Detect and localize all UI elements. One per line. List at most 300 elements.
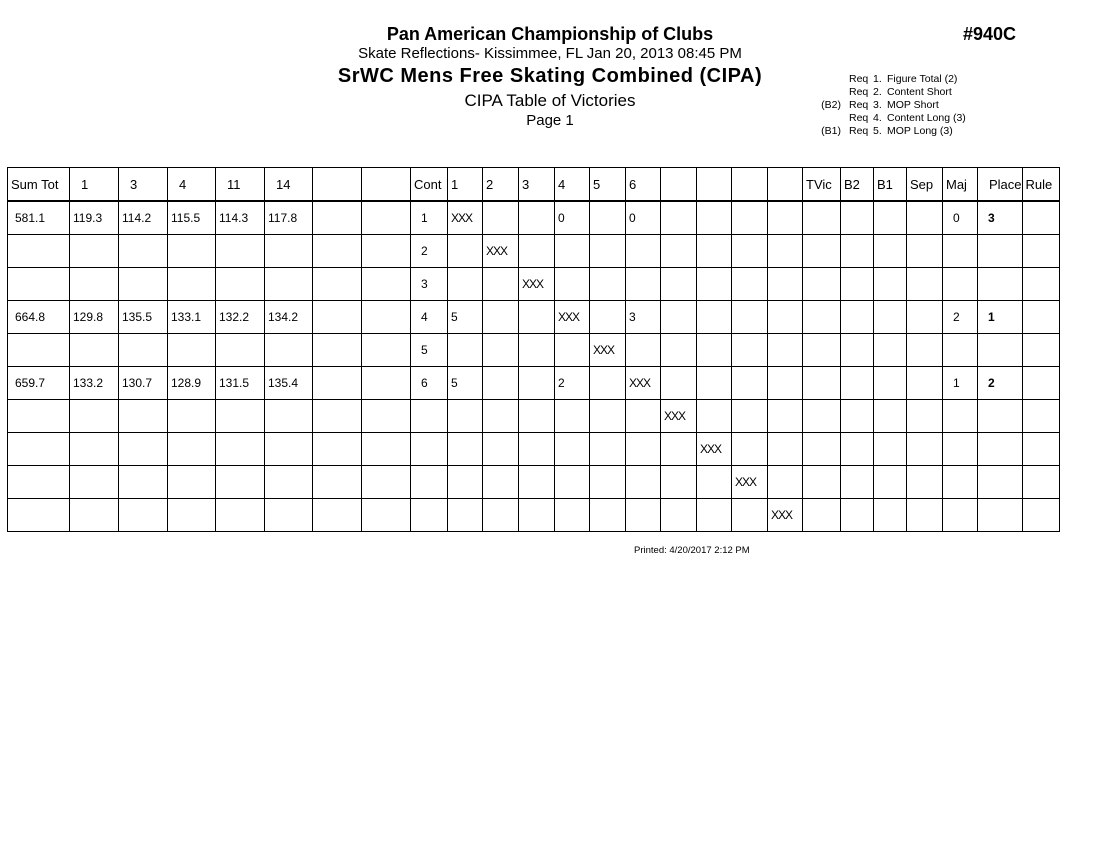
- table-cell: [519, 433, 555, 466]
- table-cell: [448, 499, 483, 532]
- table-cell: [265, 235, 313, 268]
- table-cell: [70, 235, 119, 268]
- table-cell: [590, 400, 626, 433]
- column-header: 6: [626, 168, 661, 202]
- table-cell: [1022, 301, 1059, 334]
- table-cell: 135.4: [265, 367, 313, 400]
- table-cell: 5: [448, 301, 483, 334]
- table-cell: [697, 235, 732, 268]
- table-cell: [313, 466, 362, 499]
- table-cell: XXX: [448, 201, 483, 235]
- table-cell: 664.8: [8, 301, 70, 334]
- table-cell: [978, 433, 1023, 466]
- table-cell: [907, 466, 943, 499]
- column-header: 4: [168, 168, 216, 202]
- table-cell: [626, 334, 661, 367]
- table-cell: [119, 499, 168, 532]
- table-cell: [626, 433, 661, 466]
- table-cell: 659.7: [8, 367, 70, 400]
- table-cell: 1: [978, 301, 1023, 334]
- table-cell: [978, 235, 1023, 268]
- table-row: [8, 499, 1060, 532]
- table-cell: [265, 466, 313, 499]
- table-cell: [448, 433, 483, 466]
- table-cell: [555, 466, 590, 499]
- column-header: [697, 168, 732, 202]
- column-header: 3: [119, 168, 168, 202]
- table-cell: [216, 400, 265, 433]
- table-cell: [803, 466, 841, 499]
- table-cell: [483, 367, 519, 400]
- table-cell: [8, 433, 70, 466]
- table-cell: [697, 466, 732, 499]
- table-cell: [168, 235, 216, 268]
- column-header: 3: [519, 168, 555, 202]
- table-cell: [313, 301, 362, 334]
- table-cell: [874, 466, 907, 499]
- table-cell: 2: [411, 235, 448, 268]
- table-cell: [841, 235, 874, 268]
- table-cell: [1022, 400, 1059, 433]
- table-cell: [661, 235, 697, 268]
- table-cell: [803, 334, 841, 367]
- column-header: [313, 168, 362, 202]
- table-cell: [803, 433, 841, 466]
- table-cell: [216, 334, 265, 367]
- table-cell: [1022, 235, 1059, 268]
- table-cell: [874, 301, 907, 334]
- table-cell: [8, 268, 70, 301]
- table-cell: [8, 400, 70, 433]
- table-cell: [907, 201, 943, 235]
- table-cell: [216, 499, 265, 532]
- table-cell: [265, 433, 313, 466]
- table-cell: [265, 268, 313, 301]
- table-cell: 131.5: [216, 367, 265, 400]
- table-cell: [732, 400, 768, 433]
- table-cell: [943, 268, 978, 301]
- table-cell: [768, 301, 803, 334]
- table-cell: [216, 235, 265, 268]
- table-cell: [483, 268, 519, 301]
- table-cell: [697, 499, 732, 532]
- table-cell: [943, 433, 978, 466]
- table-cell: [626, 499, 661, 532]
- table-cell: [1022, 499, 1059, 532]
- table-cell: [697, 367, 732, 400]
- table-cell: [265, 499, 313, 532]
- table-cell: XXX: [768, 499, 803, 532]
- table-cell: 1: [411, 201, 448, 235]
- table-cell: [803, 367, 841, 400]
- victories-table: [7, 167, 1060, 532]
- table-cell: [943, 400, 978, 433]
- table-cell: 130.7: [119, 367, 168, 400]
- table-row: [8, 367, 1060, 400]
- table-cell: [411, 466, 448, 499]
- table-cell: [874, 499, 907, 532]
- table-cell: [803, 400, 841, 433]
- table-cell: [411, 400, 448, 433]
- competition-title: Pan American Championship of Clubs: [386, 24, 714, 44]
- table-cell: [70, 466, 119, 499]
- table-cell: [841, 334, 874, 367]
- table-cell: [265, 334, 313, 367]
- table-cell: [483, 499, 519, 532]
- table-cell: [1022, 334, 1059, 367]
- table-cell: [519, 334, 555, 367]
- table-cell: 2: [555, 367, 590, 400]
- table-cell: [907, 367, 943, 400]
- requirement-row: Req 4. Content Long (3): [849, 112, 966, 124]
- table-cell: [168, 466, 216, 499]
- table-row: [8, 466, 1060, 499]
- table-cell: [661, 334, 697, 367]
- table-cell: [1022, 201, 1059, 235]
- event-number: #940C: [963, 24, 1017, 44]
- table-cell: [313, 400, 362, 433]
- table-cell: [841, 367, 874, 400]
- table-cell: [483, 400, 519, 433]
- table-cell: 3: [411, 268, 448, 301]
- table-cell: [483, 433, 519, 466]
- table-cell: [803, 301, 841, 334]
- table-cell: [907, 499, 943, 532]
- printed-timestamp: Printed: 4/20/2017 2:12 PM: [634, 545, 750, 556]
- table-cell: [626, 235, 661, 268]
- table-cell: 134.2: [265, 301, 313, 334]
- table-cell: [555, 499, 590, 532]
- table-cell: [590, 268, 626, 301]
- table-cell: [216, 433, 265, 466]
- table-cell: 3: [626, 301, 661, 334]
- requirement-row: (B2) Req 3. MOP Short: [821, 99, 939, 111]
- table-cell: [313, 367, 362, 400]
- table-cell: [841, 499, 874, 532]
- table-cell: 119.3: [70, 201, 119, 235]
- table-cell: 115.5: [168, 201, 216, 235]
- column-header: [362, 168, 411, 202]
- table-cell: [874, 235, 907, 268]
- table-cell: [265, 400, 313, 433]
- table-cell: [943, 334, 978, 367]
- table-cell: [70, 499, 119, 532]
- table-cell: 1: [943, 367, 978, 400]
- table-cell: [448, 268, 483, 301]
- table-cell: XXX: [626, 367, 661, 400]
- table-cell: [697, 400, 732, 433]
- table-cell: 135.5: [119, 301, 168, 334]
- table-cell: [768, 367, 803, 400]
- table-cell: [313, 433, 362, 466]
- requirements-legend: [808, 73, 966, 138]
- table-cell: [841, 268, 874, 301]
- column-header: B1: [874, 168, 907, 202]
- table-cell: 0: [555, 201, 590, 235]
- table-cell: [732, 367, 768, 400]
- column-header: Rule: [1022, 168, 1059, 202]
- table-cell: XXX: [519, 268, 555, 301]
- table-cell: [448, 334, 483, 367]
- table-cell: [841, 400, 874, 433]
- table-cell: [590, 201, 626, 235]
- table-cell: [1022, 268, 1059, 301]
- table-cell: [8, 235, 70, 268]
- table-cell: [626, 466, 661, 499]
- table-row: [8, 400, 1060, 433]
- table-cell: [119, 466, 168, 499]
- table-cell: [362, 268, 411, 301]
- table-cell: [70, 433, 119, 466]
- table-cell: 0: [626, 201, 661, 235]
- table-cell: [768, 433, 803, 466]
- table-title: CIPA Table of Victories: [464, 91, 636, 110]
- table-cell: [661, 367, 697, 400]
- table-cell: [362, 499, 411, 532]
- table-cell: 114.3: [216, 201, 265, 235]
- table-cell: [803, 235, 841, 268]
- table-cell: [803, 201, 841, 235]
- column-header: 11: [216, 168, 265, 202]
- table-cell: [907, 268, 943, 301]
- column-header: B2: [841, 168, 874, 202]
- table-cell: [907, 400, 943, 433]
- table-cell: XXX: [590, 334, 626, 367]
- table-cell: 129.8: [70, 301, 119, 334]
- table-cell: [590, 499, 626, 532]
- table-cell: [8, 499, 70, 532]
- table-cell: [1022, 466, 1059, 499]
- column-header: TVic: [803, 168, 841, 202]
- requirement-row: (B1) Req 5. MOP Long (3): [821, 125, 953, 137]
- table-cell: [119, 400, 168, 433]
- table-cell: 128.9: [168, 367, 216, 400]
- column-header: Maj: [943, 168, 978, 202]
- table-cell: [697, 334, 732, 367]
- venue-date-line: Skate Reflections- Kissimmee, FL Jan 20, 2013 08:45 PM: [358, 45, 742, 62]
- table-cell: [555, 334, 590, 367]
- table-cell: [411, 433, 448, 466]
- table-cell: 6: [411, 367, 448, 400]
- table-row: [8, 268, 1060, 301]
- table-cell: 0: [943, 201, 978, 235]
- table-cell: [313, 235, 362, 268]
- table-cell: [943, 235, 978, 268]
- table-cell: [519, 301, 555, 334]
- table-cell: [555, 268, 590, 301]
- table-cell: [590, 301, 626, 334]
- table-cell: [874, 334, 907, 367]
- table-cell: [519, 466, 555, 499]
- table-cell: [874, 201, 907, 235]
- table-cell: XXX: [483, 235, 519, 268]
- table-cell: 132.2: [216, 301, 265, 334]
- table-cell: [732, 499, 768, 532]
- table-cell: 3: [978, 201, 1023, 235]
- table-cell: 133.2: [70, 367, 119, 400]
- table-cell: [943, 466, 978, 499]
- table-cell: [907, 301, 943, 334]
- table-cell: XXX: [697, 433, 732, 466]
- column-header: [732, 168, 768, 202]
- table-cell: [362, 301, 411, 334]
- table-cell: [168, 268, 216, 301]
- table-cell: [768, 334, 803, 367]
- table-cell: [874, 268, 907, 301]
- table-cell: 133.1: [168, 301, 216, 334]
- table-cell: [978, 466, 1023, 499]
- table-cell: [768, 268, 803, 301]
- table-cell: [519, 367, 555, 400]
- table-row: [8, 334, 1060, 367]
- table-cell: [841, 466, 874, 499]
- table-cell: [768, 466, 803, 499]
- table-cell: [555, 433, 590, 466]
- column-header: 1: [448, 168, 483, 202]
- table-cell: [768, 235, 803, 268]
- table-cell: [661, 268, 697, 301]
- table-cell: [907, 334, 943, 367]
- table-cell: 5: [448, 367, 483, 400]
- requirement-row: Req 2. Content Short: [849, 86, 952, 98]
- table-cell: [661, 301, 697, 334]
- table-cell: [519, 400, 555, 433]
- table-cell: [590, 433, 626, 466]
- table-cell: [874, 400, 907, 433]
- table-cell: [943, 499, 978, 532]
- table-cell: [483, 466, 519, 499]
- table-cell: [1022, 433, 1059, 466]
- table-cell: [362, 334, 411, 367]
- table-cell: [1022, 367, 1059, 400]
- table-cell: [216, 466, 265, 499]
- table-cell: [168, 400, 216, 433]
- table-cell: [841, 201, 874, 235]
- table-cell: XXX: [661, 400, 697, 433]
- table-cell: [362, 400, 411, 433]
- table-row: [8, 235, 1060, 268]
- column-header: 14: [265, 168, 313, 202]
- table-cell: [168, 334, 216, 367]
- table-cell: [732, 301, 768, 334]
- table-cell: [119, 235, 168, 268]
- column-header: Cont: [411, 168, 448, 202]
- column-header: 5: [590, 168, 626, 202]
- table-cell: [119, 433, 168, 466]
- table-cell: [119, 334, 168, 367]
- table-cell: [590, 235, 626, 268]
- table-cell: [448, 466, 483, 499]
- table-cell: [874, 433, 907, 466]
- table-cell: [732, 334, 768, 367]
- column-header: 2: [483, 168, 519, 202]
- table-cell: [978, 334, 1023, 367]
- table-cell: [768, 400, 803, 433]
- table-cell: XXX: [555, 301, 590, 334]
- table-cell: [362, 466, 411, 499]
- table-cell: [732, 235, 768, 268]
- table-cell: [978, 268, 1023, 301]
- table-cell: XXX: [732, 466, 768, 499]
- table-cell: [448, 235, 483, 268]
- table-cell: [483, 201, 519, 235]
- table-cell: [768, 201, 803, 235]
- table-cell: [590, 466, 626, 499]
- table-cell: [874, 367, 907, 400]
- table-cell: [313, 334, 362, 367]
- event-name: SrWC Mens Free Skating Combined (CIPA): [337, 65, 763, 87]
- table-cell: [661, 499, 697, 532]
- table-cell: [978, 400, 1023, 433]
- table-cell: 114.2: [119, 201, 168, 235]
- table-cell: [448, 400, 483, 433]
- table-cell: [626, 268, 661, 301]
- table-cell: [907, 235, 943, 268]
- table-cell: [803, 499, 841, 532]
- page-number: Page 1: [526, 112, 574, 129]
- table-cell: 117.8: [265, 201, 313, 235]
- table-cell: [555, 235, 590, 268]
- table-cell: [661, 201, 697, 235]
- table-cell: [590, 367, 626, 400]
- table-cell: [168, 499, 216, 532]
- column-header: [768, 168, 803, 202]
- table-cell: [8, 466, 70, 499]
- table-row: [8, 201, 1060, 235]
- table-cell: 581.1: [8, 201, 70, 235]
- column-header: Place: [978, 168, 1023, 202]
- column-header: Sum Tot: [8, 168, 70, 202]
- table-cell: [216, 268, 265, 301]
- table-cell: [483, 334, 519, 367]
- table-cell: [168, 433, 216, 466]
- table-cell: [70, 334, 119, 367]
- column-header: 4: [555, 168, 590, 202]
- table-cell: [841, 301, 874, 334]
- table-cell: [362, 367, 411, 400]
- table-cell: [907, 433, 943, 466]
- table-cell: [362, 201, 411, 235]
- table-row: [8, 301, 1060, 334]
- table-cell: [483, 301, 519, 334]
- table-cell: [519, 499, 555, 532]
- table-cell: [313, 201, 362, 235]
- table-cell: [697, 201, 732, 235]
- table-cell: [519, 235, 555, 268]
- table-cell: 5: [411, 334, 448, 367]
- table-cell: [732, 433, 768, 466]
- table-cell: [70, 400, 119, 433]
- table-cell: [313, 499, 362, 532]
- table-cell: [661, 466, 697, 499]
- table-cell: [119, 268, 168, 301]
- table-cell: [8, 334, 70, 367]
- table-cell: [732, 201, 768, 235]
- table-cell: 4: [411, 301, 448, 334]
- table-cell: [555, 400, 590, 433]
- column-header: 1: [70, 168, 119, 202]
- column-header: [661, 168, 697, 202]
- table-cell: [803, 268, 841, 301]
- table-cell: 2: [978, 367, 1023, 400]
- table-cell: [661, 433, 697, 466]
- table-cell: [70, 268, 119, 301]
- table-cell: [732, 268, 768, 301]
- requirement-row: Req 1. Figure Total (2): [849, 73, 958, 85]
- table-cell: [362, 433, 411, 466]
- table-cell: [841, 433, 874, 466]
- table-cell: [978, 499, 1023, 532]
